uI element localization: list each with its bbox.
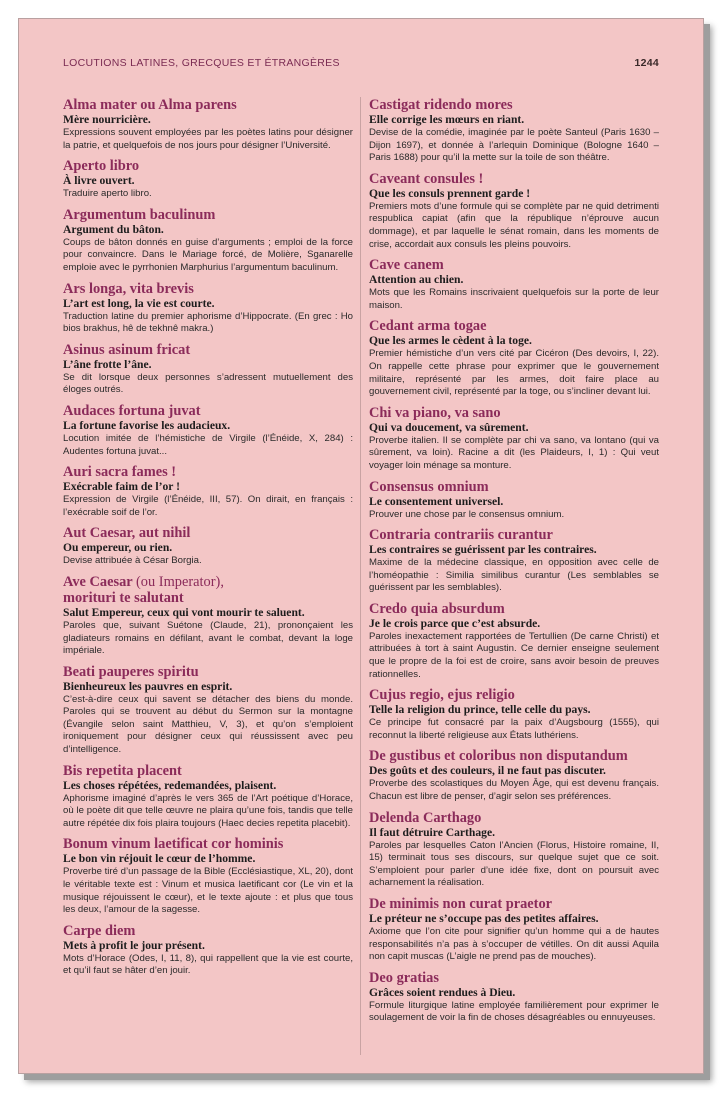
entry <box>63 342 353 397</box>
entry-body: Proverbe tiré d’un passage de la Bible (Ecclésiastique, XL, 20), dont le véritable texte est : Vinum et musica laetificant cor (Le vin et la musique réjouissent le cœur), et le texte ajoute : et plus que tous les deux, l’amour de la sagesse. <box>63 866 353 916</box>
entry-translation: À livre ouvert. <box>63 174 135 188</box>
entry-term: Bis repetita placent <box>63 762 182 779</box>
left-column <box>63 97 353 984</box>
entry <box>63 403 353 458</box>
entry <box>63 525 353 568</box>
entry-translation: Le préteur ne s’occupe pas des petites affaires. <box>369 912 599 925</box>
entry-body: Coups de bâton donnés en guise d’arguments ; emploi de la force pour convaincre. Dans le Mariage forcé, de Molière, Sganarelle emploie avec le pyrrhonien Marphurius l’argumentum baculinum. <box>63 236 353 273</box>
entry-term: De gustibus et coloribus non disputandum <box>369 748 628 765</box>
entry-translation: Que les armes le cèdent à la toge. <box>369 334 532 348</box>
entry-term: Cujus regio, ejus religio <box>369 687 515 704</box>
entry-body: Axiome que l’on cite pour signifier qu’un homme qui a de hautes responsabilités n’a pas à s’occuper de vétilles. On dit aussi Aquila non capit muscas (L’aigle ne prend pas de mouches). <box>369 926 659 963</box>
entry-term: Deo gratias <box>369 969 439 986</box>
entry-body: Paroles inexactement rapportées de Tertullien (De carne Christi) et attribuées à tort à saint Augustin. Ce dernier enseigne seulement que le propre de la foi est de croire, sans avoir besoin de preuves rationnelles. <box>369 630 659 680</box>
entry-body: Ce principe fut consacré par la paix d’Augsbourg (1555), qui reconnut la liberté religieuse aux États luthériens. <box>369 717 659 741</box>
entry <box>369 601 659 681</box>
entry-body: Locution imitée de l’hémistiche de Virgile (l’Énéide, X, 284) : Audentes fortuna juvat... <box>63 432 353 457</box>
entry-term: Cave canem <box>369 257 444 274</box>
entry-translation: L’art est long, la vie est courte. <box>63 296 215 310</box>
entry-term <box>63 574 353 606</box>
entry-body: Maxime de la médecine classique, en opposition avec celle de l’homéopathie : Similia similibus curantur (Les semblables se guérissent par les semblables). <box>369 557 659 594</box>
entry-term: Carpe diem <box>63 922 136 939</box>
entry <box>369 257 659 312</box>
entry <box>369 896 659 964</box>
entry-term: Ars longa, vita brevis <box>63 280 194 297</box>
entry-translation: Il faut détruire Carthage. <box>369 825 496 839</box>
page-number: 1244 <box>634 57 659 69</box>
entry-translation: Elle corrige les mœurs en riant. <box>369 113 525 126</box>
entry-term: Caveant consules ! <box>369 170 484 187</box>
entry <box>369 527 659 595</box>
entry <box>63 664 353 757</box>
entry-body: Mots d’Horace (Odes, I, 11, 8), qui rappellent que la vie est courte, et qu’il faut se hâter d’en jouir. <box>63 952 353 977</box>
entry <box>369 748 659 803</box>
entry-term: Bonum vinum laetificat cor hominis <box>63 836 284 853</box>
entry-translation: Exécrable faim de l’or ! <box>63 480 180 494</box>
entry-translation: Le consentement universel. <box>369 494 504 508</box>
entry-body: Proverbe des scolastiques du Moyen Âge, qui est devenu français. Chacun est libre de penser, d’agir selon ses préférences. <box>369 778 659 803</box>
entry-translation: La fortune favorise les audacieux. <box>63 418 231 432</box>
running-head <box>63 57 659 69</box>
right-column <box>369 97 659 1031</box>
entry-translation: Telle la religion du prince, telle celle du pays. <box>369 703 591 717</box>
entry-translation: Que les consuls prennent garde ! <box>369 186 531 200</box>
entry-translation: Mère nourricière. <box>63 113 151 126</box>
entry-body: C’est-à-dire ceux qui savent se détacher des biens du monde. Paroles qui se trouvent au début du Sermon sur la montagne (Évangile selon saint Matthieu, V, 3), et qu’on s’emploient ironiquement pour désigner ceux qui réussissent avec peu d’intelligence. <box>63 693 353 756</box>
entry-term: Contraria contrariis curantur <box>369 527 553 544</box>
column-divider <box>360 97 361 1055</box>
entry <box>369 171 659 251</box>
entry-body: Formule liturgique latine employée familièrement pour exprimer le soulagement de voir la fin de choses désagréables ou ennuyeuses. <box>369 999 659 1024</box>
entry <box>369 479 659 522</box>
entry-translation: Attention au chien. <box>369 273 464 287</box>
entry-body: Expression de Virgile (l’Énéide, III, 57). On dirait, en français : l’exécrable soif de l’or. <box>63 494 353 518</box>
entry <box>63 158 353 201</box>
entry <box>63 281 353 336</box>
entry-body: Se dit lorsque deux personnes s’adressent mutuellement des éloges outrés. <box>63 371 353 396</box>
entry <box>369 970 659 1025</box>
entry-body: Premiers mots d’une formule qui se complète par ne quid detrimenti respublica capiat (afin que la république n’éprouve aucun dommage), et par laquelle le sénat romain, dans les moments de crise, accordait aux consuls les pleins pouvoirs. <box>369 200 659 250</box>
entry-term: Chi va piano, va sano <box>369 404 501 421</box>
entry-translation: Mets à profit le jour présent. <box>63 938 205 952</box>
entry-body: Devise attribuée à César Borgia. <box>63 555 202 567</box>
entry-term: Aut Caesar, aut nihil <box>63 525 191 542</box>
entry-term: Delenda Carthago <box>369 809 482 826</box>
entry-body: Paroles par lesquelles Caton l’Ancien (Florus, Histoire romaine, II, 15) terminait tous ses discours, sur quelque sujet que ce soit. S’emploient pour parler d’une idée fixe, dont on poursuit avec acharnement la réalisation. <box>369 839 659 889</box>
section-title: LOCUTIONS LATINES, GRECQUES ET ÉTRANGÈRES <box>63 57 340 69</box>
entry <box>63 207 353 275</box>
entry-term: Consensus omnium <box>369 478 489 495</box>
entry-translation: Des goûts et des couleurs, il ne faut pas discuter. <box>369 764 606 778</box>
entry-body: Aphorisme imaginé d’après le vers 365 de l’Art poétique d’Horace, où le poète dit que telle œuvre ne plaira qu’une fois, tandis que telle autre répétée dix fois plaira toujours (Haec decies repetita placebit). <box>63 792 353 829</box>
entry <box>369 97 659 165</box>
entry-translation: Les choses répétées, redemandées, plaisent. <box>63 778 277 792</box>
entry-term: Alma mater ou Alma parens <box>63 97 237 113</box>
entry-term: Credo quia absurdum <box>369 600 505 617</box>
entry-translation: Le bon vin réjouit le cœur de l’homme. <box>63 852 256 866</box>
entry-term: Auri sacra fames ! <box>63 464 177 481</box>
entry <box>63 836 353 916</box>
entry <box>369 318 659 398</box>
entry-term: Cedant arma togae <box>369 318 487 335</box>
entry-body: Paroles que, suivant Suétone (Claude, 21), prononçaient les gladiateurs romains en défilant, avant le combat, devant la loge impériale. <box>63 619 353 657</box>
entry-term-part: morituri te salutant <box>63 589 184 606</box>
entry-translation: L’âne frotte l’âne. <box>63 357 152 371</box>
entry-translation: Les contraires se guérissent par les contraires. <box>369 543 597 557</box>
entry-term: Audaces fortuna juvat <box>63 402 201 419</box>
entry <box>369 405 659 473</box>
entry-body: Prouver une chose par le consensus omnium. <box>369 508 565 520</box>
entry-translation: Salut Empereur, ceux qui vont mourir te saluent. <box>63 605 305 619</box>
entry <box>369 810 659 890</box>
entry <box>63 763 353 831</box>
entry-body: Mots que les Romains inscrivaient quelquefois sur la porte de leur maison. <box>369 287 659 311</box>
entry-term: De minimis non curat praetor <box>369 896 553 912</box>
entry-term: Argumentum baculinum <box>63 206 216 223</box>
entry-translation: Grâces soient rendues à Dieu. <box>369 985 516 999</box>
entry-term-part: Ave Caesar <box>63 573 133 590</box>
entry-translation: Qui va doucement, va sûrement. <box>369 420 529 434</box>
entry <box>369 687 659 742</box>
entry-body: Proverbe italien. Il se complète par chi va sano, va lontano (qui va sûrement, va loin). Racine a dit (les Plaideurs, I, 1) : Qui veut voyager loin ménage sa monture. <box>369 434 659 471</box>
entry-term: Castigat ridendo mores <box>369 97 513 113</box>
entry <box>63 464 353 519</box>
entry-translation: Ou empereur, ou rien. <box>63 541 173 555</box>
entry-body: Expressions souvent employées par les poètes latins pour désigner la patrie, et quelquefois de nos jours pour désigner l’Université. <box>63 127 353 151</box>
entry <box>63 923 353 978</box>
entry <box>63 574 353 658</box>
entry-term: Aperto libro <box>63 158 140 175</box>
entry <box>63 97 353 152</box>
entry-translation: Je le crois parce que c’est absurde. <box>369 616 541 630</box>
entry-body: Devise de la comédie, imaginée par le poète Santeul (Paris 1630 – Dijon 1697), et donnée à l’arlequin Dominique (Bologne 1640 – Paris 1688) pour qu’il la mette sur la toile de son théâtre. <box>369 127 659 164</box>
entry-body: Premier hémistiche d’un vers cité par Cicéron (Des devoirs, I, 22). On rappelle cette phrase pour exprimer que le gouvernement militaire, représenté par les armes, doit faire place au gouvernement civil, représenté par la toge, ou s’incliner devant lui. <box>369 348 659 398</box>
entry-term-variant: (ou Imperator), <box>136 573 224 590</box>
entry-translation: Argument du bâton. <box>63 222 164 236</box>
entry-translation: Bienheureux les pauvres en esprit. <box>63 679 233 693</box>
entry-body: Traduire aperto libro. <box>63 188 152 200</box>
entry-term: Beati pauperes spiritu <box>63 663 199 680</box>
entry-body: Traduction latine du premier aphorisme d’Hippocrate. (En grec : Ho bios brakhus, hê de tekhnê makra.) <box>63 310 353 335</box>
entry-term: Asinus asinum fricat <box>63 341 191 358</box>
dictionary-page <box>18 18 704 1074</box>
